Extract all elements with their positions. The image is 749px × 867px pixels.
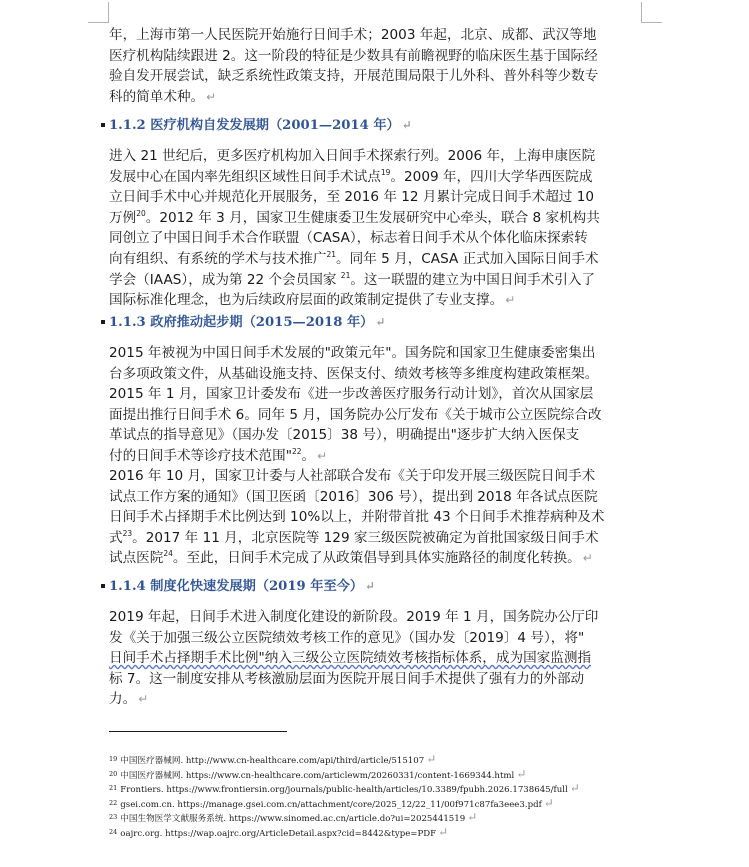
text-run: 。至此，日间手术完成了从政策倡导到具体实施路径的制度化转换。 [172, 550, 581, 567]
text-line [109, 425, 639, 446]
paragraph-mark-icon: ↵ [467, 810, 478, 825]
paragraph-mark-icon: ↵ [569, 781, 580, 796]
text-line [109, 528, 639, 549]
text-run: 2015 年被视为中国日间手术发展的"政策元年"。国务院和国家卫生健康委密集出 [109, 345, 596, 361]
body-paragraph [109, 607, 639, 710]
text-line [109, 364, 639, 385]
text-run: 万例 [109, 209, 137, 226]
footnote-number: 23 [109, 813, 118, 822]
footnote-text[interactable]: 中国生物医学文献服务系统. https://www.sinomed.ac.cn/article.do?ui=2025441519 [120, 814, 466, 825]
footnote-number: 24 [109, 827, 118, 836]
footnote-item [109, 782, 669, 797]
text-run: 向有组织、有系统的学术与技术推广 [109, 250, 327, 267]
text-line [109, 384, 639, 405]
text-line [109, 548, 639, 569]
section-heading[interactable] [109, 577, 639, 596]
footnote-number: 22 [109, 798, 118, 807]
footnote-number: 20 [109, 769, 118, 778]
body-paragraph [109, 146, 639, 311]
text-line [109, 228, 639, 249]
footnote-text[interactable]: Frontiers. https://www.frontiersin.org/journals/public-health/articles/10.3389/fpubh.2026.1738645/full [120, 785, 568, 796]
text-run: 2015 年 1 月，国家卫计委发布《进一步改善医疗服务行动计划》，首次从国家层 [109, 386, 594, 403]
text-line [109, 208, 639, 229]
text-line [109, 466, 639, 487]
text-run: 面提出推行日间手术 6。同年 5 月，国务院办公厅发布《关于城市公立医院综合改 [109, 406, 602, 423]
paragraph-mark-icon: ↵ [317, 448, 328, 463]
paragraph-mark-icon: ↵ [375, 315, 386, 329]
text-run: 立日间手术中心并规范化开展服务，至 2016 年 12 月累计完成日间手术超过 10 [109, 189, 595, 206]
text-run: 科的简单术种。 [109, 88, 205, 105]
text-run: 日间手术占择期手术比例达到 10%以上，并附带首批 43 个日间手术推荐病种及术 [109, 509, 605, 526]
footnote-item [109, 811, 669, 826]
footnote-item [109, 797, 669, 812]
paragraph-mark-icon: ↵ [543, 795, 554, 810]
text-line [109, 648, 639, 669]
heading-text: 1.1.2 医疗机构自发发展期（2001—2014 年） [109, 118, 400, 133]
text-run: 进入 21 世纪后，更多医疗机构加入日间手术探索行列。2006 年，上海申康医院 [109, 148, 596, 164]
text-run: 试点医院 [109, 550, 164, 567]
footnote-ref[interactable]: 20 [136, 208, 146, 218]
footnote-text[interactable]: oajrc.org. https://wap.oajrc.org/ArticleDetail.aspx?cid=8442&type=PDF [120, 828, 437, 839]
text-line [109, 249, 639, 270]
text-line [109, 290, 639, 311]
text-run: 学会（IAAS），成为第 22 个会员国家 [109, 271, 341, 288]
paragraph-mark-icon: ↵ [582, 551, 593, 566]
paragraph-mark-icon: ↵ [138, 692, 149, 707]
text-run: 革试点的指导意见》（国办发〔2015〕38 号），明确提出"逐步扩大纳入医保支 [109, 427, 580, 444]
text-line [109, 689, 639, 710]
heading-bullet-icon [101, 320, 105, 324]
text-run: 式 [109, 529, 123, 546]
text-run: 付的日间手术等诊疗技术范围" [109, 447, 292, 464]
text-run: 年，上海市第一人民医院开始施行日间手术；2003 年起，北京、成都、武汉等地 [109, 27, 597, 43]
footnote-separator [109, 731, 287, 732]
footnote-ref[interactable]: 23 [122, 528, 133, 538]
text-line [109, 167, 639, 188]
section-heading[interactable] [109, 313, 639, 332]
paragraph-mark-icon: ↵ [401, 118, 412, 132]
footnote-ref[interactable]: 21 [326, 249, 337, 259]
heading-bullet-icon [101, 123, 105, 127]
text-line [109, 446, 639, 467]
text-run: 。2009 年，四川大学华西医院成 [390, 168, 593, 185]
heading-text: 1.1.3 政府推动起步期（2015—2018 年） [109, 315, 374, 330]
body-paragraph [109, 343, 639, 467]
text-line [109, 146, 639, 167]
text-run: 标 7。这一制度安排从考核激励层面为医院开展日间手术提供了强有力的外部动 [109, 670, 585, 687]
text-run: 。 [301, 447, 316, 464]
intro-paragraph [109, 25, 639, 107]
footnote-ref[interactable]: 19 [380, 167, 391, 177]
text-run: 力。 [109, 691, 137, 708]
text-run: 。2012 年 3 月，国家卫生健康委卫生发展研究中心牵头，联合 8 家机构共 [145, 209, 600, 226]
footnote-ref[interactable]: 22 [291, 446, 302, 456]
text-run: 同创立了中国日间手术合作联盟（CASA），标志着日间手术从个体化临床探索转 [109, 230, 588, 247]
text-line [109, 487, 639, 508]
paragraph-mark-icon: ↵ [426, 752, 437, 766]
text-line [109, 46, 639, 67]
text-line [109, 607, 639, 628]
paragraph-mark-icon: ↵ [505, 293, 516, 308]
footnote-text[interactable]: 中国医疗器械网. https://www.cn-healthcare.com/articlewm/20260331/content-1669344.html [120, 770, 515, 781]
text-run: 。2017 年 11 月，北京医院等 129 家三级医院被确定为首批国家级日间手术 [132, 529, 599, 546]
text-run: 发《关于加强三级公立医院绩效考核工作的意见》（国办发〔2019〕4 号），将" [109, 629, 585, 646]
heading-bullet-icon [101, 584, 105, 588]
text-line [109, 270, 639, 291]
text-line [109, 343, 639, 364]
crop-mark-top-left-v [108, 2, 109, 23]
footnote-ref[interactable]: 21 [340, 270, 351, 280]
footnote-number: 21 [109, 784, 118, 793]
footnote-item [109, 826, 669, 841]
text-line [109, 25, 639, 46]
crop-mark-top-right-h [641, 22, 662, 23]
text-line [109, 669, 639, 690]
footnote-item [109, 753, 669, 768]
footnote-number: 19 [109, 755, 118, 763]
text-run: 发展中心在国内率先组织区域性日间手术试点 [109, 168, 381, 185]
text-run: 。这一联盟的建立为中国日间手术引入了 [350, 271, 596, 288]
paragraph-mark-icon: ↵ [516, 766, 527, 781]
text-line [109, 507, 639, 528]
text-run: 2016 年 10 月，国家卫计委与人社部联合发布《关于印发开展三级医院日间手术 [109, 468, 596, 484]
text-run: 国际标准化理念，也为后续政府层面的政策制定提供了专业支撑。 [109, 292, 504, 309]
text-line [109, 628, 639, 649]
text-run: 验自发开展尝试，缺乏系统性政策支持，开展范围局限于儿外科、普外科等少数专 [109, 68, 599, 85]
footnote-text[interactable]: 中国医疗器械网. http://www.cn-healthcare.com/api/third/article/515107 [120, 756, 425, 766]
paragraph-mark-icon: ↵ [365, 579, 376, 593]
text-run: 2019 年起，日间手术进入制度化建设的新阶段。2019 年 1 月，国务院办公厅印 [109, 609, 599, 625]
text-run: 台多项政策文件，从基础设施支持、医保支付、绩效考核等多维度构建政策框架。 [109, 365, 599, 382]
footnote-text[interactable]: gsei.com.cn. https://manage.gsei.com.cn/attachment/core/2025_12/22_11/00f971c87fa3eee3.pdf [120, 799, 542, 810]
text-line [109, 87, 639, 108]
paragraph-mark-icon: ↵ [206, 89, 217, 104]
section-heading[interactable] [109, 116, 639, 135]
text-run: 试点工作方案的通知》（国卫医函〔2016〕306 号），提出到 2018 年各试点医院 [109, 488, 598, 505]
text-line [109, 66, 639, 87]
text-run: 日间手术占择期手术比例"纳入三级公立医院绩效考核指标体系，成为国家监测指 [109, 650, 592, 667]
crop-mark-top-right-v [641, 2, 642, 23]
text-line [109, 405, 639, 426]
crop-mark-top-left-h [88, 22, 109, 23]
text-run: 。同年 5 月，CASA 正式加入国际日间手术 [336, 250, 599, 267]
footnote-ref[interactable]: 24 [163, 549, 173, 559]
footnote-item [109, 768, 669, 783]
heading-text: 1.1.4 制度化快速发展期（2019 年至今） [109, 579, 364, 594]
footnote-list [109, 753, 669, 841]
paragraph-mark-icon: ↵ [438, 824, 449, 839]
text-line [109, 187, 639, 208]
text-run: 医疗机构陆续跟进 2。这一阶段的特征是少数具有前瞻视野的临床医生基于国际经 [109, 47, 598, 64]
body-paragraph [109, 466, 639, 569]
